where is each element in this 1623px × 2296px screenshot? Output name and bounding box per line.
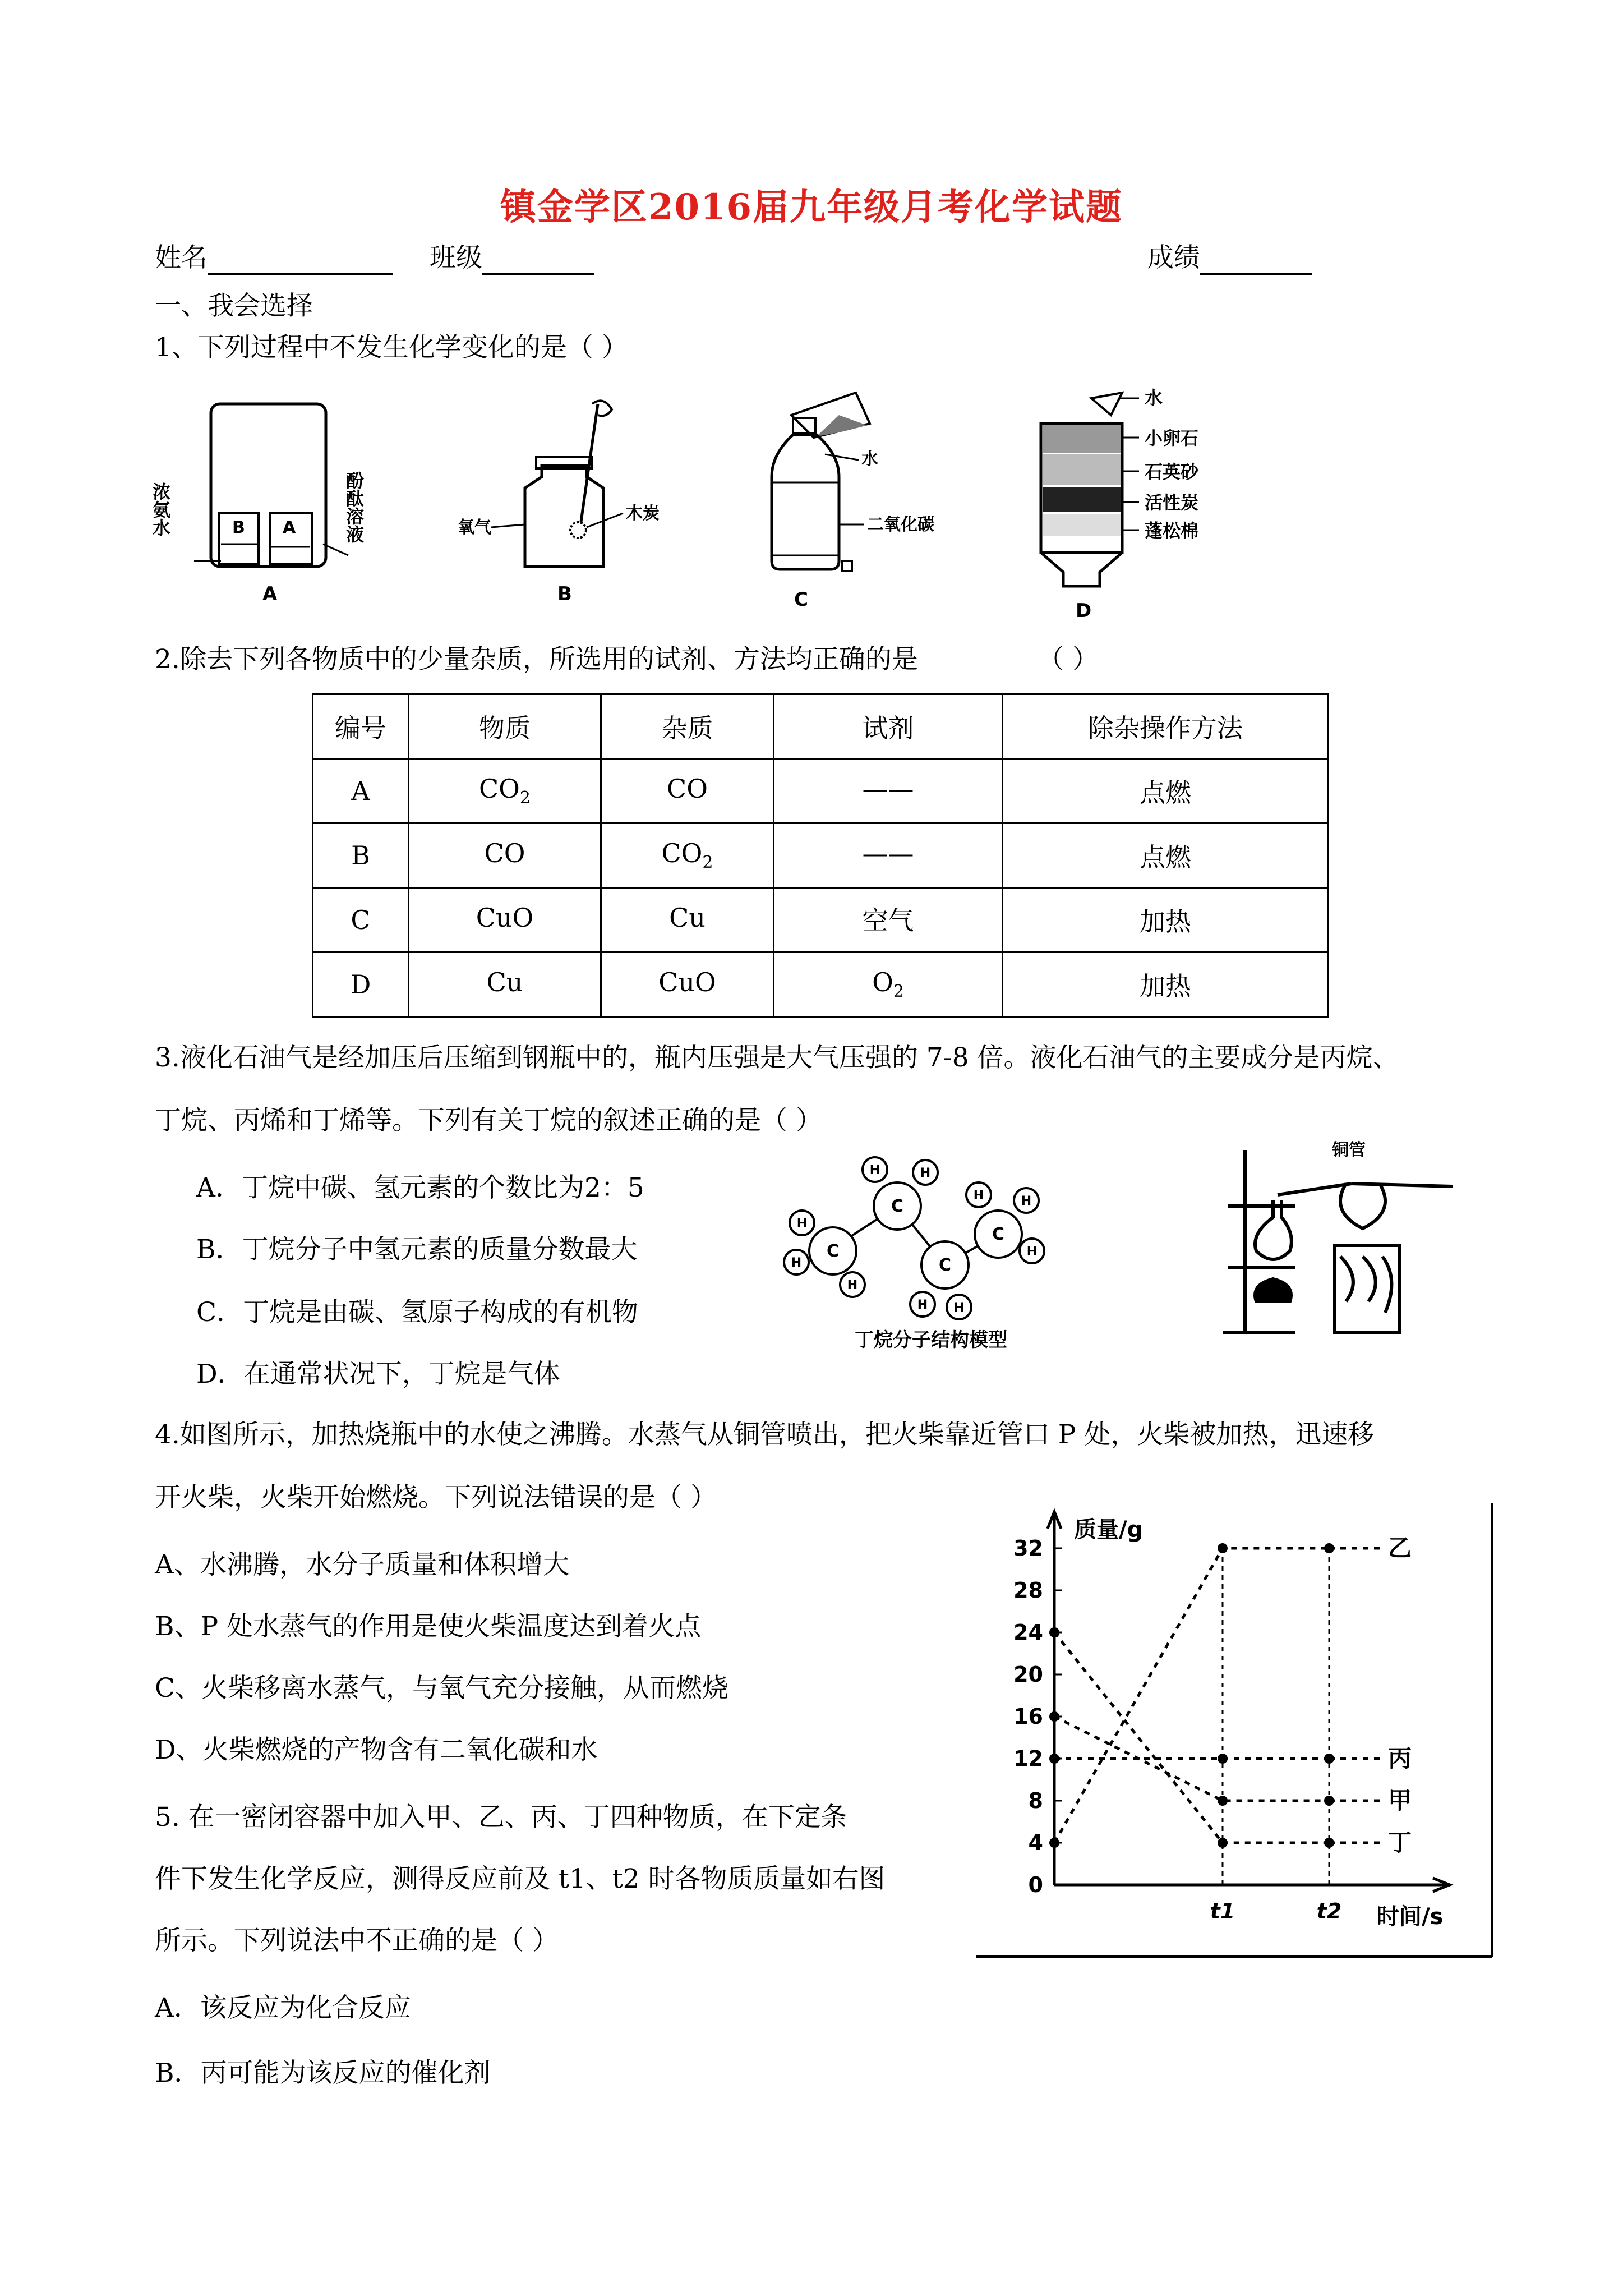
data-point <box>1218 1543 1228 1553</box>
mass-time-chart <box>976 1503 1492 1963</box>
th-impurity: 杂质 <box>601 694 774 759</box>
y-tick-label: 20 <box>1013 1662 1043 1687</box>
fig-c-label: C <box>794 588 808 611</box>
y-tick-label: 8 <box>1028 1788 1043 1813</box>
table-row <box>313 759 1329 823</box>
data-point <box>1218 1796 1228 1806</box>
svg-text:C: C <box>992 1225 1005 1244</box>
y-tick-label: 24 <box>1013 1620 1043 1645</box>
score-label: 成绩 <box>1147 242 1200 273</box>
fig-d-layer-sand: 石英砂 <box>1145 461 1199 482</box>
q4-option-b: B、P 处水蒸气的作用是使火柴温度达到着火点 <box>155 1611 702 1642</box>
x-tick-label: t2 <box>1316 1899 1342 1924</box>
svg-text:H: H <box>1026 1245 1038 1259</box>
svg-text:H: H <box>1021 1194 1032 1208</box>
fig-c-co2: 二氧化碳 <box>867 515 934 535</box>
cell-reagent: —— <box>774 759 1003 823</box>
series-label: 甲 <box>1388 1787 1412 1814</box>
th-reagent: 试剂 <box>774 694 1003 759</box>
cell-id: C <box>313 888 409 953</box>
cell-substance: Cu <box>409 953 601 1017</box>
svg-text:C: C <box>938 1255 952 1275</box>
q3-option-a: A．丁烷中碳、氢元素的个数比为2：5 <box>196 1172 644 1203</box>
cell-impurity: CO <box>601 759 774 823</box>
fig-a-right-text: 酚酞溶液 <box>343 471 365 543</box>
series-line <box>1054 1548 1329 1843</box>
svg-text:H: H <box>917 1298 928 1312</box>
fig-c-water: 水 <box>861 449 878 469</box>
beaker-b-label: B <box>232 518 245 537</box>
fig-d-layer-carbon: 活性炭 <box>1145 492 1199 513</box>
name-label: 姓名 <box>155 242 208 273</box>
y-tick-label: 0 <box>1028 1872 1043 1897</box>
page-title: 镇金学区2016届九年级月考化学试题 <box>500 186 1123 228</box>
th-id: 编号 <box>313 694 409 759</box>
steam-apparatus <box>1217 1133 1469 1346</box>
name-blank[interactable] <box>208 246 393 275</box>
q5-option-a: A．该反应为化合反应 <box>155 1993 411 2023</box>
svg-text:H: H <box>953 1301 965 1315</box>
q3-option-c: C．丁烷是由碳、氢原子构成的有机物 <box>196 1297 638 1328</box>
section-heading: 一、我会选择 <box>155 291 313 321</box>
q3-line1: 3.液化石油气是经加压后压缩到钢瓶中的，瓶内压强是大气压强的 7-8 倍。液化石油气的主要成分是丙烷、 <box>155 1042 1399 1073</box>
butane-model <box>785 1144 1077 1358</box>
table-row <box>313 823 1329 888</box>
cell-id: A <box>313 759 409 823</box>
table-row <box>313 888 1329 953</box>
svg-text:H: H <box>791 1256 802 1270</box>
fig-d-label: D <box>1076 600 1092 622</box>
q4-line2: 开火柴，火柴开始燃烧。下列说法错误的是（ ） <box>155 1482 717 1513</box>
cell-substance: CO <box>409 823 601 888</box>
q2-text: 2.除去下列各物质中的少量杂质，所选用的试剂、方法均正确的是 <box>155 644 918 675</box>
x-tick-label: t1 <box>1210 1899 1235 1924</box>
cell-impurity: $CO_2$ <box>601 823 774 888</box>
fig-d-layer-pebbles: 小卵石 <box>1145 427 1199 449</box>
name-field[interactable] <box>155 241 393 275</box>
cell-impurity: CuO <box>601 953 774 1017</box>
series-label: 丙 <box>1388 1745 1412 1772</box>
svg-text:H: H <box>920 1166 931 1180</box>
cell-impurity: Cu <box>601 888 774 953</box>
q1-text: 1、下列过程中不发生化学变化的是（ ） <box>155 332 628 363</box>
th-substance: 物质 <box>409 694 601 759</box>
score-blank[interactable] <box>1200 246 1312 275</box>
cell-reagent: $O_2$ <box>774 953 1003 1017</box>
table-header-row <box>313 694 1329 759</box>
y-tick-label: 12 <box>1013 1746 1043 1771</box>
fig-a <box>194 404 348 605</box>
fig-d-layer-cotton: 蓬松棉 <box>1145 520 1199 541</box>
svg-text:H: H <box>796 1217 808 1231</box>
q3-option-b: B．丁烷分子中氢元素的质量分数最大 <box>196 1234 638 1265</box>
cell-reagent: 空气 <box>774 888 1003 953</box>
score-field[interactable] <box>1147 241 1312 275</box>
q3-option-d: D．在通常状况下，丁烷是气体 <box>196 1359 560 1389</box>
fig-b <box>458 401 660 605</box>
data-point <box>1218 1754 1228 1764</box>
x-axis-label: 时间/s <box>1377 1904 1444 1930</box>
fig-c <box>772 393 934 611</box>
q4-option-d: D、火柴燃烧的产物含有二氧化碳和水 <box>155 1734 598 1765</box>
data-point <box>1218 1838 1228 1848</box>
y-tick-label: 28 <box>1013 1578 1043 1603</box>
cell-method: 点燃 <box>1003 759 1329 823</box>
cell-method: 加热 <box>1003 953 1329 1017</box>
th-method: 除杂操作方法 <box>1003 694 1329 759</box>
svg-text:H: H <box>847 1278 858 1292</box>
svg-text:C: C <box>826 1241 840 1261</box>
cell-id: B <box>313 823 409 888</box>
table-row <box>313 953 1329 1017</box>
cell-method: 加热 <box>1003 888 1329 953</box>
q5-option-b: B．丙可能为该反应的催化剂 <box>155 2058 491 2088</box>
series-label: 丁 <box>1388 1829 1412 1856</box>
q4-option-c: C、火柴移离水蒸气，与氧气充分接触，从而燃烧 <box>155 1673 728 1704</box>
q5-line3: 所示。下列说法中不正确的是（ ） <box>155 1925 559 1956</box>
svg-text:H: H <box>973 1189 984 1203</box>
svg-text:C: C <box>891 1197 904 1216</box>
q2-paren: （ ） <box>1038 644 1099 675</box>
fig-a-label: A <box>262 583 278 605</box>
y-tick-label: 16 <box>1013 1704 1043 1729</box>
q3-line2: 丁烷、丙烯和丁烯等。下列有关丁烷的叙述正确的是（ ） <box>155 1105 822 1136</box>
q2-table <box>312 693 1329 1018</box>
fig-d-layer-water: 水 <box>1145 387 1163 408</box>
cell-reagent: —— <box>774 823 1003 888</box>
y-tick-label: 32 <box>1013 1536 1043 1561</box>
fig-b-oxygen: 氧气 <box>458 518 491 537</box>
beaker-a-label: A <box>283 518 296 537</box>
fig-a-left-text: 浓氨水 <box>150 482 171 536</box>
cell-id: D <box>313 953 409 1017</box>
cell-method: 点燃 <box>1003 823 1329 888</box>
cell-substance: $CO_2$ <box>409 759 601 823</box>
q4-line1: 4.如图所示，加热烧瓶中的水使之沸腾。水蒸气从铜管喷出，把火柴靠近管口 P 处，火柴被加热，迅速移 <box>155 1419 1375 1450</box>
y-tick-label: 4 <box>1028 1830 1043 1855</box>
butane-caption: 丁烷分子结构模型 <box>855 1329 1007 1351</box>
fig-b-label: B <box>557 583 572 605</box>
series-label: 乙 <box>1388 1534 1412 1562</box>
q4-option-a: A、水沸腾，水分子质量和体积增大 <box>155 1549 569 1580</box>
y-axis-label: 质量/g <box>1074 1517 1144 1543</box>
class-blank[interactable] <box>482 246 594 275</box>
q5-line2: 件下发生化学反应，测得反应前及 t1、t2 时各物质质量如右图 <box>155 1864 886 1894</box>
class-field[interactable] <box>430 241 594 275</box>
svg-text:H: H <box>869 1163 880 1177</box>
class-label: 班级 <box>430 242 482 273</box>
q1-figures <box>150 387 1445 628</box>
fig-b-charcoal: 木炭 <box>626 504 660 523</box>
q5-line1: 5. 在一密闭容器中加入甲、乙、丙、丁四种物质，在下定条 <box>155 1802 847 1833</box>
copper-pipe-label: 铜管 <box>1332 1140 1366 1160</box>
fig-d <box>1041 387 1199 622</box>
cell-substance: CuO <box>409 888 601 953</box>
